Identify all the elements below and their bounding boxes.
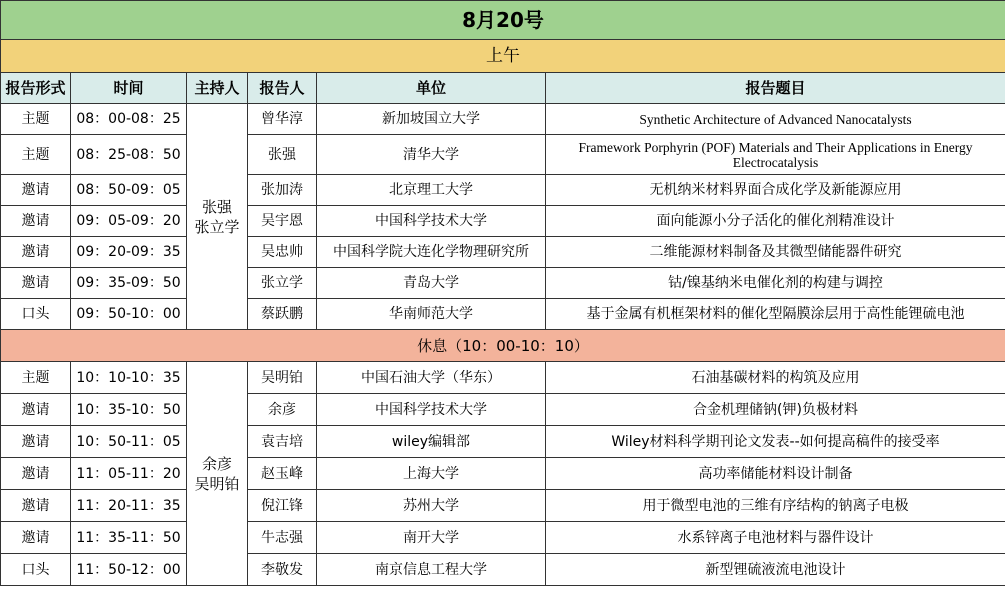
cell-topic: Synthetic Architecture of Advanced Nanocatalysts	[546, 104, 1005, 135]
cell-host: 张强 张立学	[187, 104, 248, 330]
cell-speaker: 倪江锋	[248, 490, 317, 522]
cell-unit: 北京理工大学	[317, 175, 546, 206]
cell-unit: 南开大学	[317, 522, 546, 554]
cell-time: 11：35-11：50	[71, 522, 187, 554]
cell-speaker: 吴明铂	[248, 362, 317, 394]
cell-speaker: 吴宇恩	[248, 206, 317, 237]
cell-type: 邀请	[1, 394, 71, 426]
header-unit: 单位	[317, 73, 546, 104]
page-title: 8月20号	[1, 1, 1005, 40]
cell-topic: 基于金属有机框架材料的催化型隔膜涂层用于高性能锂硫电池	[546, 299, 1005, 330]
cell-time: 11：05-11：20	[71, 458, 187, 490]
cell-time: 08：00-08：25	[71, 104, 187, 135]
table-row	[1, 268, 1005, 299]
cell-type: 口头	[1, 554, 71, 586]
header-topic: 报告题目	[546, 73, 1005, 104]
cell-unit: 中国科学技术大学	[317, 206, 546, 237]
cell-time: 09：50-10：00	[71, 299, 187, 330]
break-row	[1, 330, 1005, 362]
cell-topic: 面向能源小分子活化的催化剂精准设计	[546, 206, 1005, 237]
cell-speaker: 张加涛	[248, 175, 317, 206]
table-row	[1, 135, 1005, 175]
title-row	[1, 1, 1005, 40]
cell-speaker: 赵玉峰	[248, 458, 317, 490]
cell-speaker: 曾华淳	[248, 104, 317, 135]
cell-unit: 青岛大学	[317, 268, 546, 299]
table-row	[1, 426, 1005, 458]
cell-time: 08：50-09：05	[71, 175, 187, 206]
cell-type: 邀请	[1, 206, 71, 237]
cell-topic: 无机纳米材料界面合成化学及新能源应用	[546, 175, 1005, 206]
cell-time: 10：10-10：35	[71, 362, 187, 394]
cell-topic: 水系锌离子电池材料与器件设计	[546, 522, 1005, 554]
session-1	[1, 104, 1005, 330]
header-row	[1, 73, 1005, 104]
cell-speaker: 蔡跃鹏	[248, 299, 317, 330]
cell-topic: 石油基碳材料的构筑及应用	[546, 362, 1005, 394]
table-row	[1, 299, 1005, 330]
cell-type: 主题	[1, 362, 71, 394]
cell-unit: 苏州大学	[317, 490, 546, 522]
cell-time: 09：35-09：50	[71, 268, 187, 299]
header-speaker: 报告人	[248, 73, 317, 104]
cell-type: 邀请	[1, 458, 71, 490]
cell-time: 10：35-10：50	[71, 394, 187, 426]
cell-speaker: 牛志强	[248, 522, 317, 554]
cell-unit: 华南师范大学	[317, 299, 546, 330]
table-row	[1, 237, 1005, 268]
cell-speaker: 余彦	[248, 394, 317, 426]
header-time: 时间	[71, 73, 187, 104]
header-host: 主持人	[187, 73, 248, 104]
cell-type: 主题	[1, 135, 71, 175]
cell-type: 邀请	[1, 522, 71, 554]
cell-topic: Wiley材料科学期刊论文发表--如何提高稿件的接受率	[546, 426, 1005, 458]
table-row	[1, 362, 1005, 394]
cell-topic: 二维能源材料制备及其微型储能器件研究	[546, 237, 1005, 268]
cell-unit: 南京信息工程大学	[317, 554, 546, 586]
cell-type: 邀请	[1, 490, 71, 522]
cell-topic: 用于微型电池的三维有序结构的钠离子电极	[546, 490, 1005, 522]
cell-unit: 清华大学	[317, 135, 546, 175]
cell-type: 邀请	[1, 268, 71, 299]
break-label: 休息（10：00-10：10）	[1, 330, 1005, 362]
morning-row	[1, 40, 1005, 73]
morning-label: 上午	[1, 40, 1005, 73]
cell-topic: 新型锂硫液流电池设计	[546, 554, 1005, 586]
table-row	[1, 522, 1005, 554]
cell-speaker: 张立学	[248, 268, 317, 299]
cell-time: 11：50-12：00	[71, 554, 187, 586]
cell-unit: wiley编辑部	[317, 426, 546, 458]
cell-unit: 新加坡国立大学	[317, 104, 546, 135]
cell-time: 09：05-09：20	[71, 206, 187, 237]
cell-type: 邀请	[1, 237, 71, 268]
cell-topic: 高功率储能材料设计制备	[546, 458, 1005, 490]
cell-type: 主题	[1, 104, 71, 135]
cell-type: 邀请	[1, 426, 71, 458]
cell-topic: Framework Porphyrin (POF) Materials and Their Applications in Energy Electrocatalysis	[546, 135, 1005, 175]
cell-topic: 钴/镍基纳米电催化剂的构建与调控	[546, 268, 1005, 299]
cell-topic: 合金机理储钠(钾)负极材料	[546, 394, 1005, 426]
cell-type: 口头	[1, 299, 71, 330]
table-row	[1, 490, 1005, 522]
cell-unit: 中国科学院大连化学物理研究所	[317, 237, 546, 268]
cell-speaker: 袁吉培	[248, 426, 317, 458]
table-row	[1, 104, 1005, 135]
cell-host: 余彦 吴明铂	[187, 362, 248, 586]
cell-time: 09：20-09：35	[71, 237, 187, 268]
header-type: 报告形式	[1, 73, 71, 104]
table-row	[1, 206, 1005, 237]
table-row	[1, 394, 1005, 426]
cell-speaker: 吴忠帅	[248, 237, 317, 268]
cell-type: 邀请	[1, 175, 71, 206]
cell-speaker: 李敬发	[248, 554, 317, 586]
cell-speaker: 张强	[248, 135, 317, 175]
cell-time: 11：20-11：35	[71, 490, 187, 522]
session-2	[1, 362, 1005, 586]
cell-unit: 中国科学技术大学	[317, 394, 546, 426]
cell-time: 10：50-11：05	[71, 426, 187, 458]
cell-unit: 中国石油大学（华东）	[317, 362, 546, 394]
table-row	[1, 458, 1005, 490]
table-row	[1, 554, 1005, 586]
cell-time: 08：25-08：50	[71, 135, 187, 175]
cell-unit: 上海大学	[317, 458, 546, 490]
table-row	[1, 175, 1005, 206]
